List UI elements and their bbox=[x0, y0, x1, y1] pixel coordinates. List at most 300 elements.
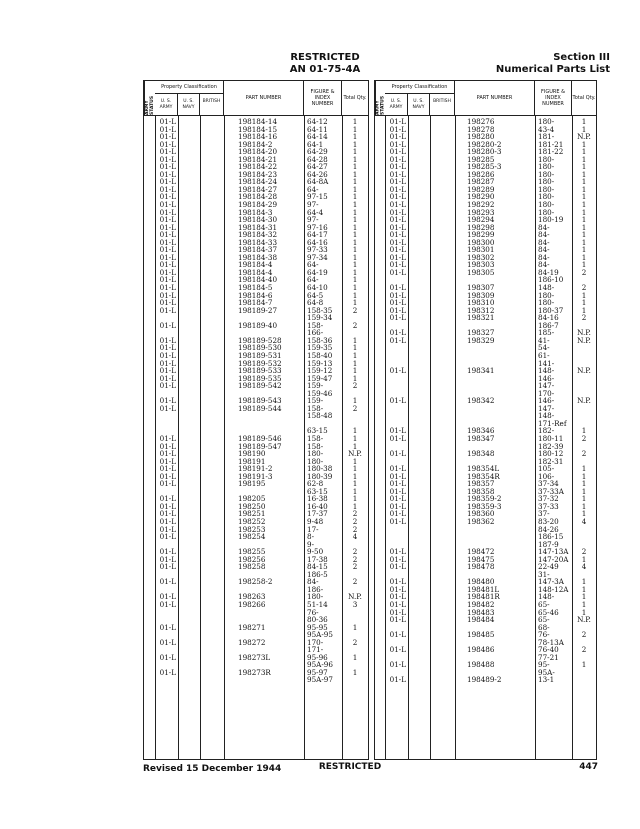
part-number-cell: 198184-23 bbox=[238, 169, 278, 179]
table-row bbox=[144, 609, 368, 617]
parts-table-left bbox=[143, 80, 369, 760]
army-status-cell: 01-L bbox=[159, 139, 176, 149]
part-number-cell: 198189-533 bbox=[238, 366, 282, 376]
figure-index-cell: 76- bbox=[307, 607, 319, 617]
figure-index-cell: 186- bbox=[307, 584, 324, 594]
part-number-cell: 198189-532 bbox=[238, 358, 282, 368]
army-status-cell: 01-L bbox=[389, 207, 406, 217]
figure-index-cell: 97- bbox=[307, 215, 319, 225]
army-status-cell: 01-L bbox=[389, 177, 406, 187]
figure-index-cell: 43-4 bbox=[538, 124, 555, 134]
total-qty-cell: 1 bbox=[581, 471, 587, 481]
part-number-cell: 198184-7 bbox=[238, 298, 273, 308]
total-qty-cell: 1 bbox=[581, 464, 587, 474]
part-number-cell: 198293 bbox=[467, 207, 495, 217]
figure-index-cell: 68- bbox=[538, 622, 550, 632]
part-number-cell: 198184-21 bbox=[238, 154, 278, 164]
army-status-cell: 01-L bbox=[389, 200, 406, 210]
total-qty-cell: 2 bbox=[581, 433, 587, 443]
total-qty-cell: 1 bbox=[581, 298, 587, 308]
figure-index-cell: 8- bbox=[307, 532, 315, 542]
part-number-cell: 198475 bbox=[467, 554, 495, 564]
figure-index-cell: 64-8 bbox=[307, 298, 324, 308]
total-qty-header: Total Qty. bbox=[343, 95, 367, 101]
part-number-cell: 198481R bbox=[467, 592, 500, 602]
figure-index-cell: 180-37 bbox=[538, 305, 564, 315]
total-qty-cell: 1 bbox=[581, 290, 587, 300]
figure-index-cell: 148-12A bbox=[538, 584, 569, 594]
figure-index-cell: 84- bbox=[538, 252, 550, 262]
figure-index-cell: 146- bbox=[538, 373, 555, 383]
total-qty-cell: 1 bbox=[352, 343, 358, 353]
figure-index-cell: 77-21 bbox=[538, 652, 559, 662]
part-number-cell: 198184-14 bbox=[238, 117, 278, 126]
figure-index-cell: 147-13A bbox=[538, 547, 569, 557]
total-qty-cell: 1 bbox=[581, 494, 587, 504]
figure-index-cell: 95-97 bbox=[307, 667, 328, 677]
part-number-cell: 198189-544 bbox=[238, 403, 282, 413]
figure-index-cell: 180-11 bbox=[538, 433, 564, 443]
army-status-cell: 01-L bbox=[159, 154, 176, 164]
part-number-cell: 198480 bbox=[467, 577, 495, 587]
total-qty-cell: N.P. bbox=[577, 615, 591, 625]
table-row bbox=[144, 382, 368, 390]
total-qty-cell: N.P. bbox=[577, 366, 591, 376]
total-qty-cell: 1 bbox=[352, 456, 358, 466]
table-row bbox=[144, 676, 368, 684]
total-qty-cell: N.P. bbox=[577, 396, 591, 406]
figure-index-cell: 180- bbox=[538, 200, 555, 210]
figure-index-cell: 186-7 bbox=[538, 320, 559, 330]
army-status-cell: 01-L bbox=[389, 675, 406, 685]
part-number-cell: 198298 bbox=[467, 222, 495, 232]
army-status-cell: 01-L bbox=[159, 260, 176, 270]
part-number-cell: 198289 bbox=[467, 184, 495, 194]
army-status-cell: 01-L bbox=[159, 554, 176, 564]
army-status-cell: 01-L bbox=[389, 479, 406, 489]
part-number-cell: 198184-32 bbox=[238, 230, 278, 240]
figure-index-cell: 159- bbox=[307, 381, 324, 391]
figure-index-cell: 105- bbox=[538, 464, 555, 474]
part-number-cell: 198290 bbox=[467, 192, 495, 202]
part-number-cell: 198278 bbox=[467, 124, 495, 134]
army-status-cell: 01-L bbox=[159, 215, 176, 225]
part-number-cell: 198191-2 bbox=[238, 464, 273, 474]
part-number-cell: 198273R bbox=[238, 667, 271, 677]
army-status-cell: 01-L bbox=[389, 267, 406, 277]
table-row bbox=[144, 639, 368, 647]
part-number-cell: 198184-27 bbox=[238, 184, 278, 194]
figure-index-cell: 148- bbox=[538, 283, 555, 293]
part-number-cell: 198301 bbox=[467, 245, 495, 255]
army-status-cell: 01-L bbox=[389, 592, 406, 602]
army-status-cell: 01-L bbox=[159, 305, 176, 315]
total-qty-cell: 1 bbox=[352, 260, 358, 270]
figure-index-cell: 182- bbox=[538, 426, 555, 436]
figure-index-cell: 76-40 bbox=[538, 645, 559, 655]
figure-index-header: FIGURE & INDEX NUMBER bbox=[304, 81, 342, 115]
table-row bbox=[144, 322, 368, 330]
army-status-cell: 01-L bbox=[159, 373, 176, 383]
total-qty-cell: N.P. bbox=[348, 449, 362, 459]
part-number-cell: 198357 bbox=[467, 479, 495, 489]
figure-index-cell: 159-12 bbox=[307, 366, 333, 376]
part-number-cell: 198280-3 bbox=[467, 147, 502, 157]
figure-index-cell: 64-1 bbox=[307, 139, 324, 149]
figure-index-cell: 181-21 bbox=[538, 139, 564, 149]
army-status-cell: 01-L bbox=[389, 252, 406, 262]
british-header: BRITISH bbox=[200, 94, 224, 115]
part-number-cell: 198184-28 bbox=[238, 192, 278, 202]
army-status-cell: 01-L bbox=[159, 200, 176, 210]
total-qty-cell: 1 bbox=[581, 177, 587, 187]
army-status-cell: 01-L bbox=[389, 132, 406, 142]
figure-index-cell: 147-20A bbox=[538, 554, 569, 564]
army-status-cell: 01-L bbox=[389, 562, 406, 572]
total-qty-cell: 1 bbox=[581, 154, 587, 164]
figure-index-cell: 171- bbox=[307, 645, 324, 655]
figure-index-cell: 65- bbox=[538, 600, 550, 609]
figure-index-cell: 22-49 bbox=[538, 562, 559, 572]
table-row bbox=[144, 480, 368, 488]
figure-index-cell: 158-48 bbox=[307, 411, 333, 421]
figure-index-cell: 186-5 bbox=[307, 569, 328, 579]
figure-index-cell: 159-47 bbox=[307, 373, 333, 383]
part-number-cell: 198482 bbox=[467, 600, 495, 609]
figure-index-cell: 64-17 bbox=[307, 230, 328, 240]
table-row bbox=[375, 646, 596, 654]
figure-index-cell: 97-15 bbox=[307, 192, 328, 202]
table-header bbox=[375, 81, 596, 116]
part-number-cell: 198478 bbox=[467, 562, 495, 572]
army-status-cell: 01-L bbox=[159, 335, 176, 345]
figure-index-cell: 171-Ref bbox=[538, 418, 567, 428]
total-qty-cell: 1 bbox=[581, 577, 587, 587]
army-status-cell: 01-L bbox=[389, 260, 406, 270]
part-number-cell: 198348 bbox=[467, 449, 495, 459]
figure-index-cell: 84- bbox=[538, 230, 550, 240]
table-row bbox=[144, 420, 368, 428]
figure-index-cell: 180- bbox=[538, 290, 555, 300]
total-qty-cell: 1 bbox=[352, 667, 358, 677]
army-status-cell: 01-L bbox=[159, 524, 176, 534]
figure-index-cell: 180- bbox=[538, 117, 555, 126]
table-row bbox=[375, 382, 596, 390]
total-qty-cell: 1 bbox=[352, 433, 358, 443]
figure-index-cell: 54- bbox=[538, 343, 550, 353]
part-number-cell: 198347 bbox=[467, 433, 495, 443]
total-qty-cell: 1 bbox=[581, 479, 587, 489]
part-number-cell: 198184-20 bbox=[238, 147, 278, 157]
army-status-cell: 01-L bbox=[389, 117, 406, 126]
army-status-cell: 01-L bbox=[159, 252, 176, 262]
total-qty-cell: 1 bbox=[581, 607, 587, 617]
part-number-cell: 198184-22 bbox=[238, 162, 278, 172]
part-number-cell: 198263 bbox=[238, 592, 266, 602]
total-qty-cell: N.P. bbox=[348, 592, 362, 602]
part-number-cell: 198271 bbox=[238, 622, 266, 632]
figure-index-cell: 84- bbox=[538, 222, 550, 232]
army-status-cell: 01-L bbox=[159, 192, 176, 202]
figure-index-cell: 159-35 bbox=[307, 343, 333, 353]
army-status-header: ARMY STATUS bbox=[375, 81, 385, 115]
total-qty-cell: 1 bbox=[352, 147, 358, 157]
total-qty-cell: 2 bbox=[352, 637, 358, 647]
army-status-cell: 01-L bbox=[159, 124, 176, 134]
part-number-cell: 198287 bbox=[467, 177, 495, 187]
army-status-cell: 01-L bbox=[159, 169, 176, 179]
part-number-cell: 198312 bbox=[467, 305, 495, 315]
total-qty-cell: 2 bbox=[581, 449, 587, 459]
figure-index-cell: 64-10 bbox=[307, 283, 328, 293]
army-status-cell: 01-L bbox=[159, 275, 176, 285]
part-number-cell: 198189-528 bbox=[238, 335, 282, 345]
part-number-cell: 198184-2 bbox=[238, 139, 273, 149]
part-number-cell: 198303 bbox=[467, 260, 495, 270]
army-status-cell: 01-L bbox=[389, 237, 406, 247]
army-status-cell: 01-L bbox=[159, 320, 176, 330]
army-status-cell: 01-L bbox=[159, 577, 176, 587]
part-number-cell: 198252 bbox=[238, 516, 266, 526]
army-status-cell: 01-L bbox=[159, 464, 176, 474]
restricted-label: RESTRICTED bbox=[290, 52, 360, 63]
total-qty-cell: N.P. bbox=[577, 132, 591, 142]
figure-index-cell: 84- bbox=[538, 260, 550, 270]
total-qty-cell: 1 bbox=[352, 501, 358, 511]
army-status-cell: 01-L bbox=[389, 516, 406, 526]
army-status-cell: 01-L bbox=[389, 607, 406, 617]
army-status-cell: 01-L bbox=[159, 358, 176, 368]
total-qty-cell: 1 bbox=[581, 501, 587, 511]
total-qty-cell: 1 bbox=[352, 275, 358, 285]
part-number-cell: 198254 bbox=[238, 532, 266, 542]
part-number-cell: 198310 bbox=[467, 298, 495, 308]
figure-index-cell: 64- bbox=[307, 184, 319, 194]
figure-index-cell: 63-15 bbox=[307, 426, 328, 436]
part-number-cell: 198189-547 bbox=[238, 441, 282, 451]
part-number-cell: 198329 bbox=[467, 335, 495, 345]
total-qty-cell: 4 bbox=[581, 516, 587, 526]
table-body bbox=[375, 118, 596, 684]
part-number-cell: 198184-37 bbox=[238, 245, 278, 255]
total-qty-cell: 1 bbox=[352, 237, 358, 247]
total-qty-cell: 2 bbox=[352, 577, 358, 587]
total-qty-cell: 2 bbox=[581, 630, 587, 640]
total-qty-cell: 1 bbox=[352, 252, 358, 262]
figure-index-cell: 84- bbox=[538, 237, 550, 247]
army-status-cell: 01-L bbox=[389, 645, 406, 655]
part-number-cell: 198285-3 bbox=[467, 162, 502, 172]
figure-index-cell: 159-46 bbox=[307, 388, 333, 398]
army-status-cell: 01-L bbox=[159, 298, 176, 308]
figure-index-cell: 146- bbox=[538, 396, 555, 406]
total-qty-cell: 1 bbox=[581, 230, 587, 240]
figure-index-cell: 159- bbox=[307, 396, 324, 406]
total-qty-cell: 2 bbox=[352, 562, 358, 572]
figure-index-cell: 17-37 bbox=[307, 509, 328, 519]
figure-index-cell: 182-39 bbox=[538, 441, 564, 451]
part-number-cell: 198205 bbox=[238, 494, 266, 504]
figure-index-cell: 166- bbox=[307, 328, 324, 338]
figure-index-cell: 84-19 bbox=[538, 267, 559, 277]
part-number-cell: 198302 bbox=[467, 252, 495, 262]
army-status-cell: 01-L bbox=[389, 215, 406, 225]
figure-index-cell: 37-32 bbox=[538, 494, 559, 504]
us-army-header: U. S. ARMY bbox=[385, 94, 408, 115]
army-status-cell: 01-L bbox=[159, 350, 176, 360]
figure-index-cell: 17- bbox=[307, 524, 319, 534]
figure-index-cell: 180- bbox=[307, 456, 324, 466]
figure-index-cell: 37-34 bbox=[538, 479, 559, 489]
part-number-cell: 198483 bbox=[467, 607, 495, 617]
army-status-cell: 01-L bbox=[159, 479, 176, 489]
part-number-cell: 198184-5 bbox=[238, 283, 273, 293]
part-number-cell: 198189-543 bbox=[238, 396, 282, 406]
figure-index-cell: 106- bbox=[538, 471, 555, 481]
part-number-cell: 198309 bbox=[467, 290, 495, 300]
army-status-cell: 01-L bbox=[389, 245, 406, 255]
total-qty-cell: 1 bbox=[352, 162, 358, 172]
total-qty-cell: 1 bbox=[352, 373, 358, 383]
figure-index-cell: 158-35 bbox=[307, 305, 333, 315]
figure-index-cell: 78-13A bbox=[538, 637, 564, 647]
figure-index-cell: 64- bbox=[307, 260, 319, 270]
table-row bbox=[375, 367, 596, 375]
figure-index-cell: 180- bbox=[307, 592, 324, 602]
total-qty-cell: 1 bbox=[352, 139, 358, 149]
army-status-cell: 01-L bbox=[159, 600, 176, 609]
army-status-cell: 01-L bbox=[159, 381, 176, 391]
army-status-cell: 01-L bbox=[389, 154, 406, 164]
figure-index-cell: 80-36 bbox=[307, 615, 328, 625]
figure-index-cell: 16-38 bbox=[307, 494, 328, 504]
figure-index-cell: 158-40 bbox=[307, 350, 333, 360]
part-number-cell: 198362 bbox=[467, 516, 495, 526]
army-status-cell: 01-L bbox=[159, 245, 176, 255]
part-number-cell: 198354L bbox=[467, 464, 500, 474]
total-qty-cell: 1 bbox=[352, 652, 358, 662]
figure-index-cell: 180- bbox=[538, 154, 555, 164]
army-status-cell: 01-L bbox=[159, 177, 176, 187]
part-number-cell: 198189-530 bbox=[238, 343, 282, 353]
figure-index-cell: 64-28 bbox=[307, 154, 328, 164]
army-status-cell: 01-L bbox=[389, 600, 406, 609]
figure-index-cell: 148- bbox=[538, 366, 555, 376]
figure-index-cell: 9- bbox=[307, 539, 315, 549]
figure-index-cell: 95- bbox=[538, 660, 550, 670]
part-number-cell: 198273L bbox=[238, 652, 271, 662]
figure-index-cell: 158- bbox=[307, 441, 324, 451]
total-qty-cell: N.P. bbox=[577, 328, 591, 338]
army-status-cell: 01-L bbox=[159, 237, 176, 247]
total-qty-cell: 1 bbox=[352, 200, 358, 210]
total-qty-cell: 1 bbox=[352, 366, 358, 376]
army-status-cell: 01-L bbox=[159, 509, 176, 519]
document-number: AN 01-75-4A bbox=[289, 64, 361, 75]
part-number-cell: 198280-2 bbox=[467, 139, 502, 149]
figure-index-cell: 186-10 bbox=[538, 275, 564, 285]
us-army-header: U. S. ARMY bbox=[155, 94, 178, 115]
total-qty-cell: 1 bbox=[352, 124, 358, 134]
army-status-cell: 01-L bbox=[389, 192, 406, 202]
total-qty-cell: 2 bbox=[581, 267, 587, 277]
army-status-cell: 01-L bbox=[159, 290, 176, 300]
total-qty-cell: 1 bbox=[352, 335, 358, 345]
figure-index-cell: 64- bbox=[307, 275, 319, 285]
total-qty-cell: 1 bbox=[581, 169, 587, 179]
part-number-cell: 198184-29 bbox=[238, 200, 278, 210]
part-number-cell: 198184-15 bbox=[238, 124, 278, 134]
army-status-cell: 01-L bbox=[389, 313, 406, 323]
part-number-cell: 198266 bbox=[238, 600, 266, 609]
part-number-cell: 198184-40 bbox=[238, 275, 278, 285]
figure-index-cell: 64-5 bbox=[307, 290, 324, 300]
total-qty-cell: 1 bbox=[581, 215, 587, 225]
table-row bbox=[375, 314, 596, 322]
total-qty-cell: 1 bbox=[352, 464, 358, 474]
army-status-cell: 01-L bbox=[389, 630, 406, 640]
figure-index-cell: 65- bbox=[538, 615, 550, 625]
table-header bbox=[144, 81, 368, 116]
figure-index-cell: 95A-95 bbox=[307, 630, 333, 640]
figure-index-cell: 97- bbox=[307, 200, 319, 210]
figure-index-cell: 180- bbox=[538, 162, 555, 172]
figure-index-cell: 64-29 bbox=[307, 147, 328, 157]
total-qty-cell: 4 bbox=[581, 562, 587, 572]
part-number-cell: 198481L bbox=[467, 584, 500, 594]
part-number-cell: 198258-2 bbox=[238, 577, 273, 587]
figure-index-cell: 180- bbox=[307, 449, 324, 459]
total-qty-cell: 1 bbox=[352, 358, 358, 368]
part-number-cell: 198195 bbox=[238, 479, 266, 489]
total-qty-cell: 1 bbox=[352, 245, 358, 255]
army-status-cell: 01-L bbox=[159, 501, 176, 511]
part-number-cell: 198189-40 bbox=[238, 320, 278, 330]
army-status-cell: 01-L bbox=[389, 328, 406, 338]
figure-index-cell: 84-26 bbox=[538, 524, 559, 534]
figure-index-cell: 95-95 bbox=[307, 622, 328, 632]
army-status-cell: 01-L bbox=[159, 516, 176, 526]
army-status-cell: 01-L bbox=[389, 554, 406, 564]
total-qty-cell: 4 bbox=[352, 532, 358, 542]
figure-index-header: FIGURE & INDEX NUMBER bbox=[535, 81, 572, 115]
figure-index-cell: 180- bbox=[538, 169, 555, 179]
army-status-cell: 01-L bbox=[389, 169, 406, 179]
part-number-cell: 198258 bbox=[238, 562, 266, 572]
figure-index-cell: 158-36 bbox=[307, 335, 333, 345]
total-qty-cell: 1 bbox=[581, 509, 587, 519]
army-status-cell: 01-L bbox=[159, 547, 176, 557]
total-qty-cell: N.P. bbox=[577, 335, 591, 345]
part-number-cell: 198184-4 bbox=[238, 267, 273, 277]
total-qty-cell: 2 bbox=[352, 516, 358, 526]
total-qty-cell: 2 bbox=[581, 645, 587, 655]
figure-index-cell: 64-16 bbox=[307, 237, 328, 247]
figure-index-cell: 65-46 bbox=[538, 607, 559, 617]
army-status-cell: 01-L bbox=[159, 667, 176, 677]
total-qty-cell: 1 bbox=[352, 177, 358, 187]
army-status-cell: 01-L bbox=[159, 117, 176, 126]
army-status-cell: 01-L bbox=[159, 267, 176, 277]
total-qty-cell: 1 bbox=[352, 479, 358, 489]
figure-index-cell: 31- bbox=[538, 569, 550, 579]
figure-index-cell: 95A-97 bbox=[307, 675, 333, 685]
figure-index-cell: 185- bbox=[538, 328, 555, 338]
army-status-cell: 01-L bbox=[159, 396, 176, 406]
total-qty-cell: 1 bbox=[581, 584, 587, 594]
part-number-header: PART NUMBER bbox=[224, 81, 304, 115]
army-status-cell: 01-L bbox=[389, 290, 406, 300]
